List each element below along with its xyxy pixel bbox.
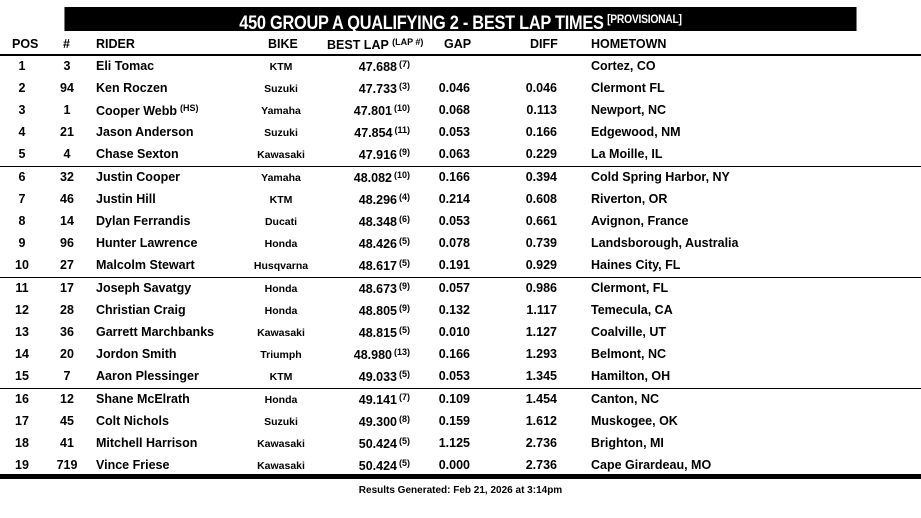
best-lap-time: 50.424 bbox=[358, 437, 397, 451]
row-hometown: Temecula, CA bbox=[591, 303, 673, 317]
table-row bbox=[0, 211, 921, 233]
row-gap: 0.166 bbox=[438, 347, 470, 361]
rider-name: Ken Roczen bbox=[96, 81, 168, 95]
row-gap: 1.125 bbox=[438, 436, 470, 450]
row-gap: 0.053 bbox=[438, 125, 470, 139]
row-bike: Suzuki bbox=[264, 416, 298, 428]
table-row bbox=[0, 433, 921, 455]
header-diff: DIFF bbox=[530, 37, 558, 51]
row-bike: KTM bbox=[269, 194, 293, 206]
row-bike-number: 20 bbox=[60, 347, 74, 361]
table-row bbox=[0, 411, 921, 433]
rider-name: Cooper Webb bbox=[96, 104, 178, 118]
best-lap-time: 47.688 bbox=[358, 60, 397, 74]
row-position: 6 bbox=[18, 170, 26, 184]
best-lap-time: 47.733 bbox=[358, 82, 397, 96]
row-gap: 0.166 bbox=[438, 170, 470, 184]
rider-name: Christian Craig bbox=[96, 303, 186, 317]
row-gap: 0.191 bbox=[438, 258, 470, 272]
row-position: 10 bbox=[15, 258, 29, 272]
table-row bbox=[0, 300, 921, 322]
row-position: 4 bbox=[18, 125, 26, 139]
best-lap-time: 48.805 bbox=[358, 304, 397, 318]
row-hometown: Hamilton, OH bbox=[591, 369, 671, 383]
rider-name: Eli Tomac bbox=[96, 59, 155, 73]
results-title-bar bbox=[64, 7, 856, 34]
row-bike: Triumph bbox=[260, 349, 302, 361]
row-hometown: Muskogee, OK bbox=[591, 414, 678, 428]
row-rider bbox=[96, 325, 214, 339]
best-lap-number: (7) bbox=[399, 392, 410, 402]
results-title: 450 GROUP A QUALIFYING 2 - BEST LAP TIMES bbox=[239, 13, 604, 34]
row-best-lap bbox=[322, 414, 410, 429]
row-position: 16 bbox=[15, 392, 29, 406]
row-rider bbox=[96, 258, 195, 272]
row-bike-number: 17 bbox=[60, 281, 74, 295]
row-best-lap bbox=[322, 347, 410, 362]
row-best-lap bbox=[322, 303, 410, 318]
table-row bbox=[0, 255, 921, 278]
row-bike-number: 719 bbox=[56, 458, 78, 472]
row-hometown: Landsborough, Australia bbox=[591, 236, 739, 250]
row-rider bbox=[96, 414, 169, 428]
row-hometown: Haines City, FL bbox=[591, 258, 681, 272]
best-lap-number: (9) bbox=[399, 303, 410, 313]
row-bike-number: 14 bbox=[60, 214, 74, 228]
row-position: 11 bbox=[15, 281, 29, 295]
row-hometown: La Moille, IL bbox=[591, 147, 663, 161]
row-gap: 0.053 bbox=[438, 214, 470, 228]
row-best-lap bbox=[322, 59, 410, 74]
row-best-lap bbox=[322, 214, 410, 229]
row-rider bbox=[96, 392, 190, 406]
row-rider bbox=[96, 59, 154, 73]
row-bike: Honda bbox=[264, 394, 298, 406]
row-best-lap bbox=[322, 458, 410, 473]
row-bike: Kawasaki bbox=[257, 149, 305, 161]
row-position: 18 bbox=[15, 436, 29, 450]
table-row bbox=[0, 278, 921, 300]
row-rider bbox=[96, 81, 168, 95]
row-gap: 0.068 bbox=[438, 103, 470, 117]
row-bike: Suzuki bbox=[264, 127, 298, 139]
row-best-lap bbox=[322, 125, 410, 140]
row-hometown: Clermont, FL bbox=[591, 281, 669, 295]
rider-name: Hunter Lawrence bbox=[96, 236, 198, 250]
row-bike: Husqvarna bbox=[253, 260, 309, 272]
row-bike-number: 7 bbox=[63, 369, 71, 383]
row-hometown: Riverton, OR bbox=[591, 192, 668, 206]
table-row bbox=[0, 344, 921, 366]
table-row bbox=[0, 78, 921, 100]
row-gap: 0.159 bbox=[438, 414, 470, 428]
header-gap: GAP bbox=[444, 37, 472, 51]
row-hometown: Belmont, NC bbox=[591, 347, 666, 361]
best-lap-time: 48.082 bbox=[353, 171, 392, 185]
row-bike: Yamaha bbox=[261, 172, 301, 184]
row-diff: 0.929 bbox=[525, 258, 557, 272]
rider-name: Aaron Plessinger bbox=[96, 369, 199, 383]
row-bike-number: 45 bbox=[60, 414, 74, 428]
row-bike: Suzuki bbox=[264, 83, 298, 95]
row-bike: KTM bbox=[269, 61, 293, 73]
best-lap-number: (5) bbox=[399, 458, 410, 468]
row-bike: Honda bbox=[264, 238, 298, 250]
header-rider: RIDER bbox=[96, 37, 135, 51]
row-hometown: Clermont FL bbox=[591, 81, 665, 95]
best-lap-number: (5) bbox=[399, 258, 410, 268]
row-best-lap bbox=[322, 147, 410, 162]
table-row bbox=[0, 366, 921, 389]
row-diff: 0.986 bbox=[525, 281, 557, 295]
row-rider bbox=[96, 303, 186, 317]
row-position: 13 bbox=[15, 325, 29, 339]
row-position: 9 bbox=[18, 236, 26, 250]
best-lap-number: (10) bbox=[393, 103, 410, 113]
row-position: 5 bbox=[18, 147, 26, 161]
row-bike-number: 41 bbox=[60, 436, 74, 450]
best-lap-number: (9) bbox=[399, 281, 410, 291]
best-lap-time: 48.673 bbox=[358, 282, 397, 296]
best-lap-number: (7) bbox=[399, 59, 410, 69]
row-diff: 1.127 bbox=[525, 325, 557, 339]
table-row bbox=[0, 122, 921, 144]
row-position: 17 bbox=[15, 414, 29, 428]
row-diff: 0.166 bbox=[525, 125, 557, 139]
row-position: 1 bbox=[18, 59, 26, 73]
row-rider bbox=[96, 125, 193, 139]
row-diff: 1.345 bbox=[525, 369, 557, 383]
row-bike: Yamaha bbox=[261, 105, 301, 117]
best-lap-time: 47.916 bbox=[358, 148, 397, 162]
row-rider bbox=[96, 147, 179, 161]
row-gap: 0.000 bbox=[438, 458, 470, 472]
row-position: 14 bbox=[15, 347, 29, 361]
row-bike: Kawasaki bbox=[257, 438, 305, 450]
best-lap-time: 47.854 bbox=[354, 126, 393, 140]
row-position: 2 bbox=[18, 81, 26, 95]
row-bike-number: 1 bbox=[63, 103, 71, 117]
header-pos: POS bbox=[12, 37, 39, 51]
row-best-lap bbox=[322, 236, 410, 251]
row-best-lap bbox=[322, 81, 410, 96]
row-best-lap bbox=[322, 192, 410, 207]
best-lap-number: (8) bbox=[399, 414, 410, 424]
row-best-lap bbox=[322, 281, 410, 296]
table-row bbox=[0, 167, 921, 189]
row-rider bbox=[96, 281, 191, 295]
row-gap: 0.063 bbox=[438, 147, 470, 161]
best-lap-time: 48.348 bbox=[358, 215, 397, 229]
header-bike: BIKE bbox=[268, 37, 298, 51]
row-gap: 0.057 bbox=[438, 281, 470, 295]
row-best-lap bbox=[322, 392, 410, 407]
rider-name: Malcolm Stewart bbox=[96, 258, 195, 272]
row-bike-number: 36 bbox=[60, 325, 74, 339]
best-lap-time: 50.424 bbox=[358, 459, 397, 473]
row-hometown: Edgewood, NM bbox=[591, 125, 681, 139]
row-bike-number: 3 bbox=[63, 59, 71, 73]
row-rider bbox=[96, 436, 197, 450]
row-rider bbox=[96, 192, 156, 206]
table-row bbox=[0, 100, 921, 122]
best-lap-time: 48.296 bbox=[358, 193, 397, 207]
table-row bbox=[0, 144, 921, 167]
row-rider bbox=[96, 214, 190, 228]
row-position: 15 bbox=[15, 369, 29, 383]
row-hometown: Brighton, MI bbox=[591, 436, 664, 450]
rider-name: Jordon Smith bbox=[96, 347, 177, 361]
row-bike-number: 28 bbox=[60, 303, 74, 317]
header-hometown: HOMETOWN bbox=[591, 37, 667, 51]
header-number: # bbox=[63, 37, 70, 51]
row-rider bbox=[96, 170, 180, 184]
best-lap-time: 48.815 bbox=[358, 326, 397, 340]
row-diff: 2.736 bbox=[525, 458, 557, 472]
row-diff: 0.046 bbox=[525, 81, 557, 95]
row-rider bbox=[96, 347, 177, 361]
best-lap-number: (13) bbox=[393, 347, 410, 357]
row-best-lap bbox=[322, 325, 410, 340]
row-position: 8 bbox=[18, 214, 26, 228]
row-hometown: Cold Spring Harbor, NY bbox=[591, 170, 730, 184]
best-lap-number: (5) bbox=[399, 436, 410, 446]
row-gap: 0.053 bbox=[438, 369, 470, 383]
row-hometown: Cape Girardeau, MO bbox=[591, 458, 712, 472]
row-best-lap bbox=[322, 258, 410, 273]
row-bike: Ducati bbox=[264, 216, 298, 228]
row-hometown: Newport, NC bbox=[591, 103, 666, 117]
rider-name: Garrett Marchbanks bbox=[96, 325, 215, 339]
row-gap: 0.132 bbox=[438, 303, 470, 317]
best-lap-number: (11) bbox=[394, 125, 410, 135]
best-lap-number: (10) bbox=[393, 170, 410, 180]
provisional-tag: [PROVISIONAL] bbox=[607, 12, 682, 26]
table-row bbox=[0, 389, 921, 411]
row-diff: 1.117 bbox=[526, 303, 557, 317]
row-rider bbox=[96, 103, 199, 118]
rider-name: Mitchell Harrison bbox=[96, 436, 198, 450]
rider-name: Justin Hill bbox=[96, 192, 156, 206]
row-gap: 0.046 bbox=[438, 81, 470, 95]
rider-name: Vince Friese bbox=[96, 458, 170, 472]
row-bike: KTM bbox=[269, 371, 293, 383]
row-bike-number: 94 bbox=[60, 81, 74, 95]
row-bike-number: 46 bbox=[60, 192, 74, 206]
row-bike: Honda bbox=[264, 283, 298, 295]
row-bike: Kawasaki bbox=[257, 460, 305, 472]
table-row bbox=[0, 56, 921, 78]
row-bike: Kawasaki bbox=[257, 327, 305, 339]
row-gap: 0.109 bbox=[438, 392, 470, 406]
best-lap-number: (5) bbox=[399, 236, 410, 246]
row-best-lap bbox=[322, 369, 410, 384]
row-diff: 1.454 bbox=[525, 392, 557, 406]
row-bike-number: 21 bbox=[60, 125, 74, 139]
best-lap-number: (6) bbox=[399, 214, 410, 224]
row-position: 3 bbox=[18, 103, 26, 117]
rider-name: Colt Nichols bbox=[96, 414, 169, 428]
row-diff: 1.293 bbox=[525, 347, 557, 361]
results-table bbox=[0, 56, 921, 477]
row-bike-number: 4 bbox=[63, 147, 71, 161]
rider-name: Justin Cooper bbox=[96, 170, 181, 184]
row-bike-number: 32 bbox=[60, 170, 74, 184]
row-gap: 0.010 bbox=[438, 325, 470, 339]
best-lap-number: (4) bbox=[399, 192, 410, 202]
row-rider bbox=[96, 458, 169, 472]
row-position: 12 bbox=[15, 303, 29, 317]
best-lap-number: (3) bbox=[399, 81, 410, 91]
table-header bbox=[0, 34, 921, 56]
row-best-lap bbox=[322, 436, 410, 451]
best-lap-time: 49.141 bbox=[358, 393, 397, 407]
row-position: 7 bbox=[18, 192, 26, 206]
row-diff: 0.113 bbox=[526, 103, 557, 117]
header-lap-number: (LAP #) bbox=[392, 37, 424, 47]
header-best-lap bbox=[327, 37, 423, 52]
best-lap-time: 48.980 bbox=[353, 348, 392, 362]
row-bike-number: 27 bbox=[60, 258, 74, 272]
row-bike-number: 96 bbox=[60, 236, 74, 250]
table-row bbox=[0, 233, 921, 255]
row-rider bbox=[96, 369, 199, 383]
rider-name: Shane McElrath bbox=[96, 392, 190, 406]
row-diff: 0.394 bbox=[525, 170, 557, 184]
best-lap-time: 47.801 bbox=[353, 104, 392, 118]
results-generated-footer: Results Generated: Feb 21, 2026 at 3:14pm bbox=[358, 485, 563, 496]
table-row bbox=[0, 189, 921, 211]
rider-note: (HS) bbox=[180, 103, 199, 113]
row-bike-number: 12 bbox=[60, 392, 74, 406]
row-diff: 0.608 bbox=[525, 192, 557, 206]
row-diff: 1.612 bbox=[525, 414, 557, 428]
best-lap-time: 49.300 bbox=[358, 415, 397, 429]
bottom-rule bbox=[0, 474, 921, 479]
row-position: 19 bbox=[15, 458, 29, 472]
best-lap-time: 49.033 bbox=[358, 370, 397, 384]
row-hometown: Cortez, CO bbox=[591, 59, 656, 73]
row-best-lap bbox=[322, 170, 410, 185]
best-lap-number: (5) bbox=[399, 369, 410, 379]
rider-name: Joseph Savatgy bbox=[96, 281, 192, 295]
row-gap: 0.214 bbox=[438, 192, 470, 206]
row-hometown: Avignon, France bbox=[591, 214, 689, 228]
row-best-lap bbox=[322, 103, 410, 118]
rider-name: Chase Sexton bbox=[96, 147, 179, 161]
header-best-lap-label: BEST LAP bbox=[327, 38, 389, 52]
row-rider bbox=[96, 236, 197, 250]
row-hometown: Coalville, UT bbox=[591, 325, 667, 339]
row-hometown: Canton, NC bbox=[591, 392, 660, 406]
row-diff: 0.229 bbox=[525, 147, 557, 161]
table-row bbox=[0, 322, 921, 344]
rider-name: Dylan Ferrandis bbox=[96, 214, 191, 228]
best-lap-time: 48.426 bbox=[358, 237, 397, 251]
row-diff: 2.736 bbox=[525, 436, 557, 450]
row-gap: 0.078 bbox=[438, 236, 470, 250]
rider-name: Jason Anderson bbox=[96, 125, 194, 139]
best-lap-number: (5) bbox=[399, 325, 410, 335]
row-diff: 0.739 bbox=[525, 236, 557, 250]
row-diff: 0.661 bbox=[525, 214, 557, 228]
best-lap-time: 48.617 bbox=[358, 259, 397, 273]
row-bike: Honda bbox=[264, 305, 298, 317]
best-lap-number: (9) bbox=[399, 147, 410, 157]
